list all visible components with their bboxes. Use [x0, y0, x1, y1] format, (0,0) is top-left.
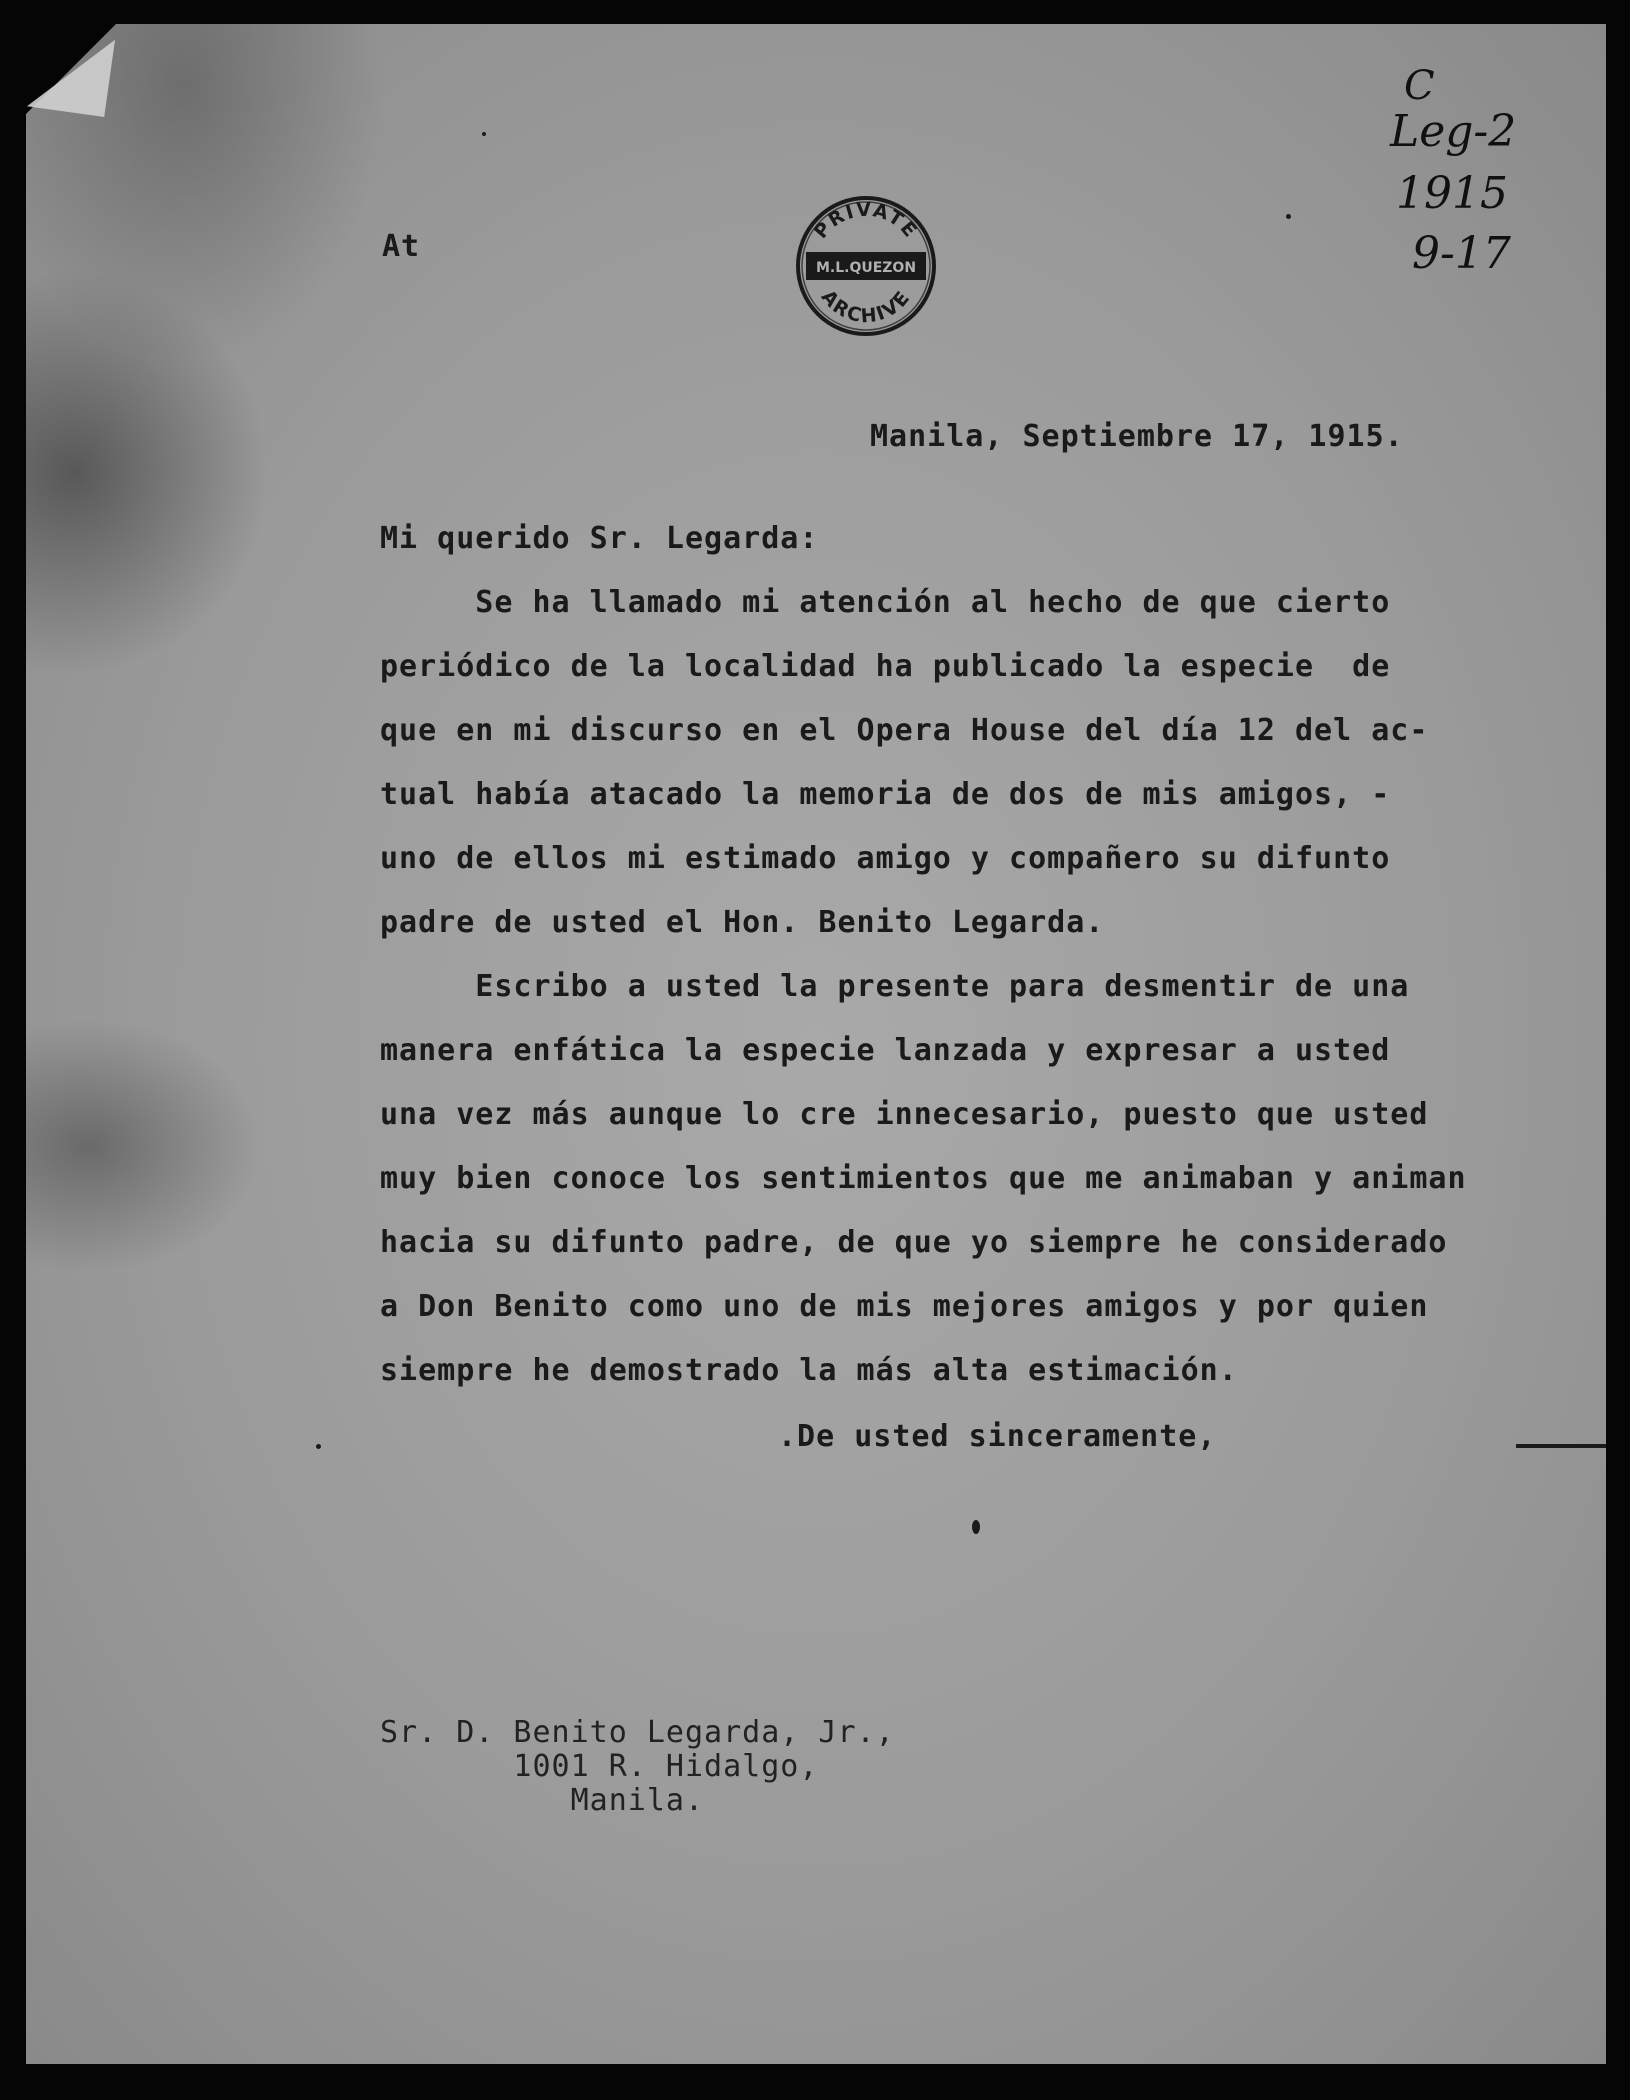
- stamp-top-text: PRIVATE: [809, 198, 923, 243]
- body-line: hacia su difunto padre, de que yo siempre he considerado: [380, 1225, 1448, 1260]
- ink-speck: [972, 1520, 980, 1534]
- body-line: periódico de la localidad ha publicado la especie de: [380, 649, 1391, 684]
- document-page: [26, 24, 1606, 2064]
- salutation: Mi querido Sr. Legarda:: [380, 521, 819, 556]
- body-line: una vez más aunque lo cre innecesario, puesto que usted: [380, 1097, 1429, 1132]
- body-line: manera enfática la especie lanzada y expresar a usted: [380, 1033, 1391, 1068]
- body-line: tual había atacado la memoria de dos de mis amigos, -: [380, 777, 1391, 812]
- ink-speck: [316, 1444, 321, 1449]
- address-line: 1001 R. Hidalgo,: [380, 1749, 819, 1784]
- body-line: siempre he demostrado la más alta estimación.: [380, 1353, 1238, 1388]
- stamp-bottom-text: ARCHIVE: [816, 285, 916, 328]
- body-line: que en mi discurso en el Opera House del día 12 del ac-: [380, 713, 1429, 748]
- body-line: Se ha llamado mi atención al hecho de que cierto: [380, 585, 1391, 620]
- body-line: padre de usted el Hon. Benito Legarda.: [380, 905, 1105, 940]
- stamp-center-text: M.L.QUEZON: [815, 260, 917, 276]
- closing: .De usted sinceramente,: [778, 1419, 1217, 1454]
- annotation-line-2: Leg-2: [1390, 106, 1517, 157]
- archive-stamp: [794, 194, 938, 338]
- body-line: muy bien conoce los sentimientos que me animaban y animan: [380, 1161, 1467, 1196]
- ink-speck: [482, 132, 486, 136]
- ink-speck: [1286, 214, 1291, 219]
- address-line: Sr. D. Benito Legarda, Jr.,: [380, 1715, 895, 1750]
- body-line: Escribo a usted la presente para desmentir de una: [380, 969, 1410, 1004]
- header-mark: At: [382, 229, 421, 264]
- edge-mark: [1516, 1444, 1606, 1448]
- body-line: uno de ellos mi estimado amigo y compañero su difunto: [380, 841, 1391, 876]
- folded-corner-flap: [27, 29, 115, 117]
- address-line: Manila.: [380, 1783, 705, 1818]
- annotation-line-4: 9-17: [1412, 228, 1511, 279]
- date-line: Manila, Septiembre 17, 1915.: [870, 419, 1404, 454]
- annotation-line-3: 1915: [1396, 168, 1508, 219]
- body-line: a Don Benito como uno de mis mejores amigos y por quien: [380, 1289, 1429, 1324]
- annotation-line-1: C: [1404, 63, 1435, 109]
